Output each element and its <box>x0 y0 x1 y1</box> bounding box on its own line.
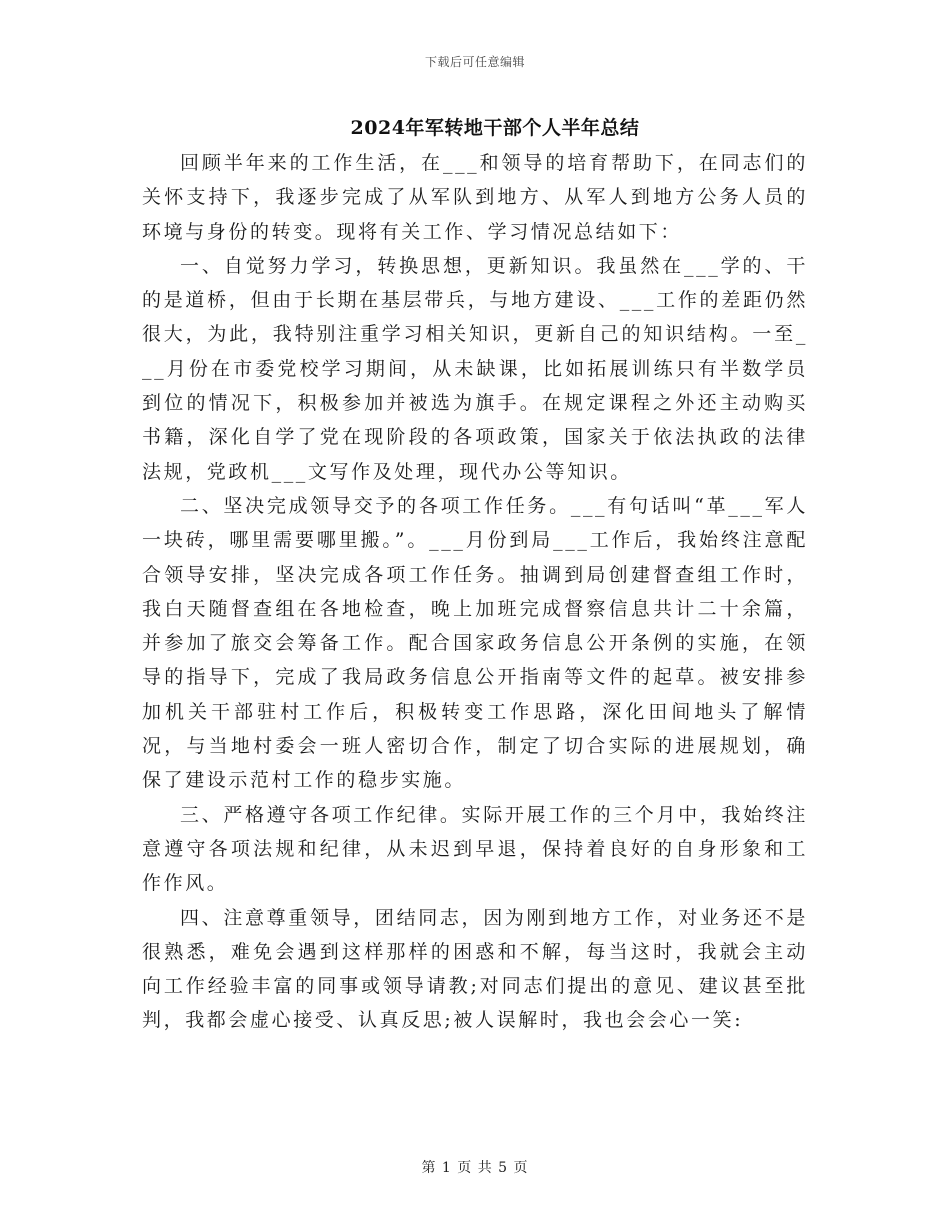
document-body <box>142 146 808 1038</box>
paragraph-section-1: 一、自觉努力学习，转换思想，更新知识。我虽然在___学的、干的是道桥，但由于长期在基层带兵，与地方建设、___工作的差距仍然很大，为此，我特别注重学习相关知识，更新自己的知识结构。一至___月份在市委党校学习期间，从未缺课，比如拓展训练只有半数学员到位的情况下，积极参加并被选为旗手。在规定课程之外还主动购买书籍，深化自学了党在现阶段的各项政策，国家关于依法执政的法律法规，党政机___文写作及处理，现代办公等知识。 <box>142 254 808 483</box>
paragraph-section-2: 二、坚决完成领导交予的各项工作任务。___有句话叫“革___军人一块砖，哪里需要哪里搬。”。___月份到局___工作后，我始终注意配合领导安排，坚决完成各项工作任务。抽调到局创建督查组工作时，我白天随督查组在各地检查，晚上加班完成督察信息共计二十余篇，并参加了旅交会筹备工作。配合国家政务信息公开条例的实施，在领导的指导下，完成了我局政务信息公开指南等文件的起草。被安排参加机关干部驻村工作后，积极转变工作思路，深化田间地头了解情况，与当地村委会一班人密切合作，制定了切合实际的进展规划，确保了建设示范村工作的稳步实施。 <box>142 494 808 792</box>
paragraph-section-4: 四、注意尊重领导，团结同志，因为刚到地方工作，对业务还不是很熟悉，难免会遇到这样那样的困惑和不解，每当这时，我就会主动向工作经验丰富的同事或领导请教;对同志们提出的意见、建议甚至批判，我都会虚心接受、认真反思;被人误解时，我也会会心一笑: <box>142 906 808 1032</box>
page-number-footer: 第 1 页 共 5 页 <box>421 1160 529 1176</box>
paragraph-section-3: 三、严格遵守各项工作纪律。实际开展工作的三个月中，我始终注意遵守各项法规和纪律，从未迟到早退，保持着良好的自身形象和工作作风。 <box>142 803 808 895</box>
paragraph-intro: 回顾半年来的工作生活，在___和领导的培育帮助下，在同志们的关怀支持下，我逐步完成了从军队到地方、从军人到地方公务人员的环境与身份的转变。现将有关工作、学习情况总结如下： <box>142 152 808 243</box>
document-title: 2024年军转地干部个人半年总结 <box>350 117 640 139</box>
header-note: 下载后可任意编辑 <box>424 55 525 69</box>
